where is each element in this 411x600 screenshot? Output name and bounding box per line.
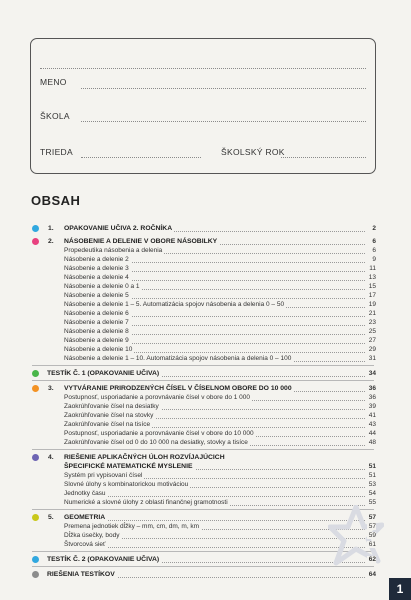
section-separator (32, 380, 374, 381)
toc-title: Násobenie a delenie 9 (64, 337, 129, 344)
toc-subitem[interactable] (0, 345, 411, 354)
toc-page: 54 (368, 490, 376, 497)
toc-page: 44 (368, 430, 376, 437)
toc-page: 61 (368, 541, 376, 548)
toc-title: Propedeutika násobenia a delenia (64, 247, 163, 254)
toc-title: ŠPECIFICKÉ MATEMATICKÉ MYSLENIE (64, 463, 193, 470)
toc-subitem[interactable] (0, 264, 411, 273)
top-dotted-line (40, 68, 366, 69)
toc-page: 53 (368, 481, 376, 488)
toc-chapter[interactable] (0, 224, 411, 233)
toc-subitem[interactable] (0, 282, 411, 291)
toc-title: Násobenie a delenie 0 a 1 (64, 283, 140, 290)
toc-subitem[interactable] (0, 480, 411, 489)
chapter-number: 5. (48, 514, 54, 521)
page-number: 1 (389, 578, 411, 600)
toc-subitem[interactable] (0, 471, 411, 480)
rok-label: ŠKOLSKÝ ROK (221, 147, 285, 157)
chapter-number: 3. (48, 385, 54, 392)
section-separator (32, 509, 374, 510)
toc-page: 59 (368, 532, 376, 539)
trieda-field[interactable] (81, 157, 201, 158)
toc-subitem[interactable] (0, 336, 411, 345)
toc-title: Násobenie a delenie 3 (64, 265, 129, 272)
toc-subitem[interactable] (0, 291, 411, 300)
chapter-number: 2. (48, 238, 54, 245)
toc-page: 6 (372, 238, 376, 245)
toc-title: TESTÍK Č. 1 (OPAKOVANIE UČIVA) (47, 370, 160, 377)
toc-subitem[interactable] (0, 327, 411, 336)
toc-page: 11 (369, 265, 376, 272)
toc-page: 27 (368, 337, 376, 344)
leader-dots (64, 547, 365, 548)
toc-title: Násobenie a delenie 8 (64, 328, 129, 335)
leader-dots (64, 520, 365, 521)
toc-page: 36 (368, 385, 376, 392)
toc-title: Systém pri vypisovaní čísel (64, 472, 143, 479)
toc-title: Násobenie a delenie 1 – 10. Automatizácia spojov násobenia a delenia 0 – 100 (64, 355, 292, 362)
toc-page: 36 (368, 394, 376, 401)
toc-page: 21 (368, 310, 376, 317)
chapter-number: 1. (48, 225, 54, 232)
toc-page: 41 (368, 412, 376, 419)
toc-title: RIEŠENIA TESTÍKOV (47, 571, 115, 578)
toc-subitem[interactable] (0, 309, 411, 318)
toc-title: NÁSOBENIE A DELENIE V OBORE NÁSOBILKY (64, 238, 218, 245)
rok-field[interactable] (281, 157, 366, 158)
toc-page: 15 (368, 283, 376, 290)
toc-title: Zaokrúhľovanie čísel na desiatky (64, 403, 159, 410)
meno-label: MENO (40, 77, 67, 87)
toc-test[interactable] (0, 369, 411, 378)
toc-title: Násobenie a delenie 2 (64, 256, 129, 263)
toc-page: 9 (372, 256, 376, 263)
meno-field[interactable] (81, 88, 366, 89)
toc-page: 17 (368, 292, 376, 299)
leader-dots (64, 496, 365, 497)
toc-title: Násobenie a delenie 1 – 5. Automatizácia spojov násobenia a delenia 0 – 50 (64, 301, 285, 308)
toc-title: Dĺžka úsečky, body (64, 532, 120, 539)
toc-chapter[interactable] (0, 453, 411, 462)
section-separator (32, 365, 374, 366)
toc-subitem[interactable] (0, 255, 411, 264)
toc-subitem[interactable] (0, 354, 411, 363)
toc-title: Postupnosť, usporiadanie a porovnávanie čísel v obore do 10 000 (64, 430, 254, 437)
toc-subitem[interactable] (0, 273, 411, 282)
toc-title: VYTVÁRANIE PRIRODZENÝCH ČÍSEL V ČÍSELNOM OBORE DO 10 000 (64, 385, 292, 392)
toc-subitem[interactable] (0, 420, 411, 429)
toc-title: Násobenie a delenie 6 (64, 310, 129, 317)
toc-subitem[interactable] (0, 402, 411, 411)
section-separator (32, 449, 374, 450)
toc-title: Postupnosť, usporiadanie a porovnávanie čísel v obore do 1 000 (64, 394, 251, 401)
chapter-number: 4. (48, 454, 54, 461)
section-separator (32, 566, 374, 567)
toc-page: 39 (368, 403, 376, 410)
toc-chapter[interactable] (0, 237, 411, 246)
toc-page: 31 (368, 355, 376, 362)
toc-page: 55 (368, 499, 376, 506)
toc-title: Násobenie a delenie 10 (64, 346, 133, 353)
toc-title: RIEŠENIE APLIKAČNÝCH ÚLOH ROZVÍJAJÚCICH (64, 454, 225, 461)
toc-subitem[interactable] (0, 300, 411, 309)
toc-page: 48 (368, 439, 376, 446)
toc-subitem[interactable] (0, 411, 411, 420)
toc-title: Zaokrúhľovanie čísel od 0 do 10 000 na desiatky, stovky a tisíce (64, 439, 248, 446)
toc-title: Numerické a slovné úlohy z oblasti finančnej gramotnosti (64, 499, 228, 506)
toc-page: 25 (368, 328, 376, 335)
toc-page: 6 (372, 247, 376, 254)
toc-title: Štvorcová sieť (64, 541, 106, 548)
toc-page: 51 (368, 472, 376, 479)
toc-title: Zaokrúhľovanie čísel na stovky (64, 412, 154, 419)
skola-label: ŠKOLA (40, 111, 70, 121)
toc-page: 57 (368, 514, 376, 521)
toc-title: OPAKOVANIE UČIVA 2. ROČNÍKA (64, 225, 173, 232)
student-info-box (30, 38, 376, 174)
toc-title: Násobenie a delenie 4 (64, 274, 129, 281)
toc-page: 19 (368, 301, 376, 308)
toc-title: GEOMETRIA (64, 514, 106, 521)
toc-title: Násobenie a delenie 7 (64, 319, 129, 326)
trieda-label: TRIEDA (40, 147, 73, 157)
toc-title: Premena jednotiek dĺžky – mm, cm, dm, m, km (64, 523, 200, 530)
toc-page: 23 (368, 319, 376, 326)
contents-heading: OBSAH (31, 193, 81, 208)
toc-title: TESTÍK Č. 2 (OPAKOVANIE UČIVA) (47, 556, 160, 563)
toc-page: 64 (368, 571, 376, 578)
toc-test[interactable] (0, 570, 411, 579)
toc-subitem[interactable] (0, 489, 411, 498)
toc-title: Násobenie a delenie 5 (64, 292, 129, 299)
section-separator (32, 551, 374, 552)
toc-chapter[interactable] (0, 384, 411, 393)
toc-page: 34 (368, 370, 376, 377)
toc-page: 51 (368, 463, 376, 470)
toc-title: Zaokrúhľovanie čísel na tisíce (64, 421, 151, 428)
toc-page: 57 (368, 523, 376, 530)
toc-page: 43 (368, 421, 376, 428)
toc-subitem[interactable] (0, 438, 411, 447)
toc-page: 29 (368, 346, 376, 353)
toc-page: 13 (368, 274, 376, 281)
toc-subitem[interactable] (0, 429, 411, 438)
toc-page: 2 (372, 225, 376, 232)
toc-title: Slovné úlohy s kombinatorickou motiváciou (64, 481, 189, 488)
toc-title: Jednotky času (64, 490, 106, 497)
skola-field[interactable] (81, 121, 366, 122)
toc-chapter-continued[interactable] (0, 462, 411, 471)
toc-subitem[interactable] (0, 393, 411, 402)
toc-page: 62 (368, 556, 376, 563)
toc-subitem[interactable] (0, 318, 411, 327)
toc-subitem[interactable] (0, 246, 411, 255)
